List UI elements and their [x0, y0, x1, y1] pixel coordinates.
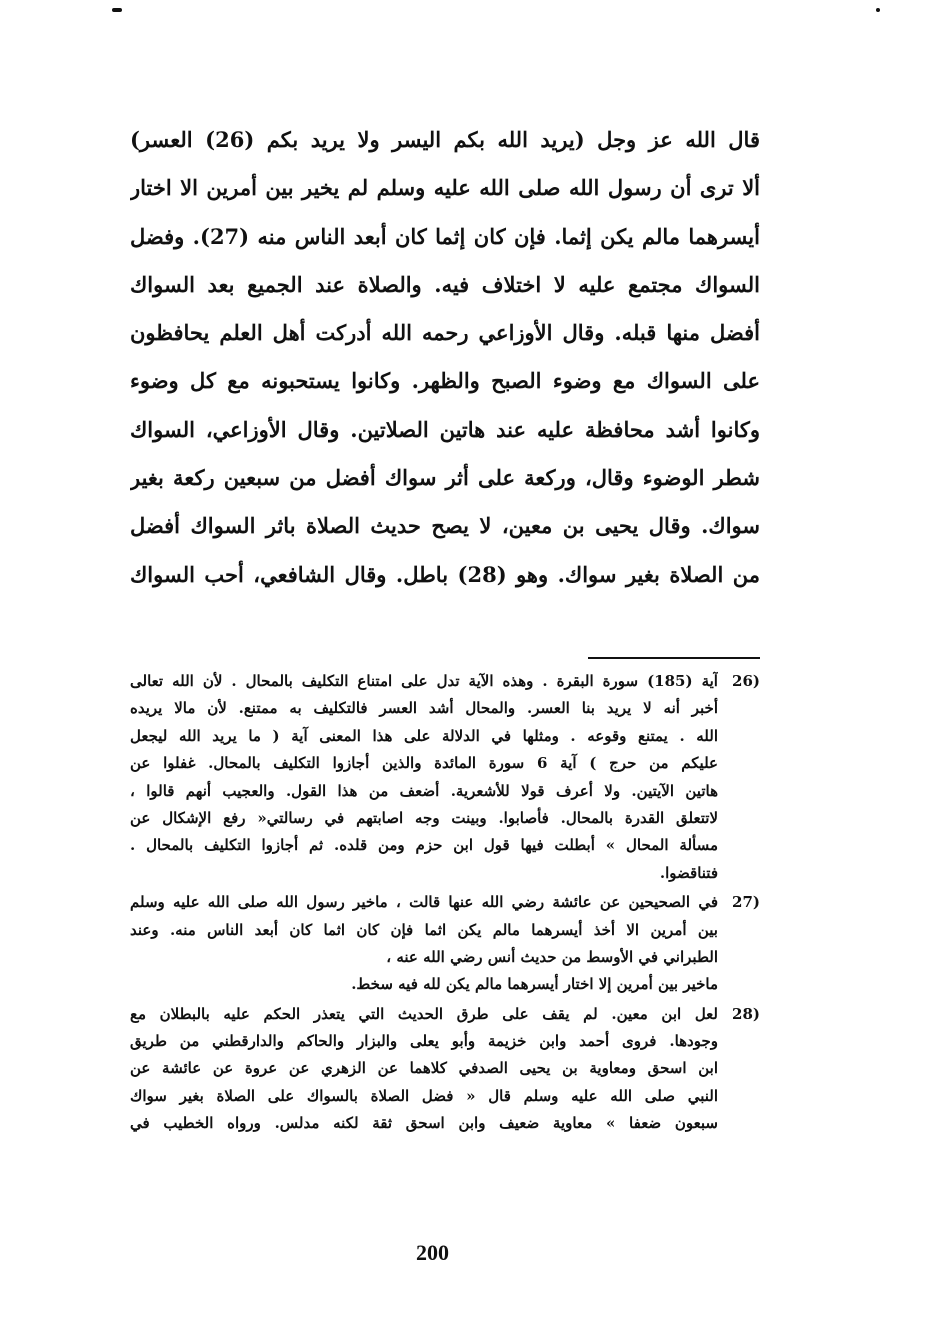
footnote-separator [588, 657, 760, 659]
footnote-26 [130, 668, 760, 887]
footnote-line: مسألة المحال » أبطلت فيها قول ابن حزم ومن قلده. ثم أجازوا التكليف بالمحال . [130, 836, 718, 855]
footnote-line: أخبر أنه لا يريد بنا العسر. والمحال أشد العسر فالتكليف به ممتنع. لأن مالا يريده [130, 699, 718, 718]
footnote-number: 26) [732, 672, 760, 690]
main-text-line: أفضل منها قبله. وقال الأوزاعي رحمه الله أدركت أهل العلم يحافظون [130, 320, 760, 346]
footnote-line: النبي صلى الله عليه وسلم قال « فضل الصلاة بالسواك على الصلاة بغير سواك [130, 1086, 718, 1105]
main-text-line: وكانوا أشد محافظة عليه عند هاتين الصلاتين. وقال الأوزاعي، السواك [130, 416, 760, 442]
footnote-number: 27) [732, 893, 760, 912]
footnote-28 [130, 1001, 760, 1138]
footnote-line: لاتتعلق القدرة بالمحال. فأصابوا. وبينت وجه اصابتهم في رسالتي« رفع الإشكال عن [130, 808, 718, 827]
footnote-line: عليكم من حرج ) آية 6 سورة المائدة والذين أجازوا التكليف بالمحال. غفلوا عن [130, 754, 718, 773]
footnote-line: الله . يمتنع وقوعه . ومثلها في الدلالة على هذا المعنى آية ( ما يريد الله ليجعل [130, 726, 718, 745]
main-text-line: أيسرهما مالم يكن إثما. فإن كان إثما كان أبعد الناس منه (27). وفضل [130, 223, 760, 249]
footnote-line: في الصحيحين عن عائشة رضي الله عنها قالت ، ماخير رسول الله صلى الله عليه وسلم [130, 893, 718, 912]
main-text-line: السواك مجتمع عليه لا اختلاف فيه. والصلاة عند الجميع بعد السواك [130, 271, 760, 297]
footnotes-block [130, 668, 760, 1140]
main-text-line: سواك. وقال يحيى بن معين، لا يصح حديث الصلاة باثر السواك أفضل [130, 513, 760, 539]
main-text-block [130, 116, 760, 599]
footnote-line: لعل ابن معين. لم يقف على طرق الحديث التي يتعذر الحكم عليه بالبطلان مع [130, 1004, 718, 1023]
footnote-line: الطبراني في الأوسط من حديث أنس رضي الله عنه ، [386, 947, 718, 966]
footnote-27 [130, 889, 760, 999]
footnote-line: فتناقضوا. [659, 863, 718, 882]
footnote-number: 28) [732, 1004, 760, 1023]
footnote-line: ابن اسحق ومعاوية بن يحيى الصدفي كلاهما عن الزهري عن عروة عن عائشة عن [130, 1059, 718, 1078]
main-text-line: على السواك مع وضوء الصبح والظهر. وكانوا يستحبونه مع كل وضوء [130, 368, 760, 394]
footnote-line: هاتين الآيتين. ولا أعرف قولا للأشعرية. أضعف من هذا القول. والعجيب أنهم قالوا ، [130, 781, 718, 800]
footnote-line: بين أمرين الا أخذ أيسرهما مالم يكن اثما فإن كان اثما كان أبعد الناس منه. وعند [130, 920, 718, 939]
main-text-line: شطر الوضوء وقال، وركعة على أثر سواك أفضل من سبعين ركعة بغير [130, 465, 760, 491]
footnote-line: آية (185) سورة البقرة . وهذه الآية تدل على امتناع التكليف بالمحال . لأن الله تعالى [130, 672, 718, 690]
main-text-line: ألا ترى أن رسول الله صلى الله عليه وسلم لم يخير بين أمرين الا اختار [130, 175, 760, 201]
footnote-line: وجودها. فروى أحمد وابن خزيمة وأبو يعلى والبزار والحاكم والدارقطني من طريق [130, 1032, 718, 1051]
main-text-line: قال الله عز وجل (يريد الله بكم اليسر ولا يريد بكم (26) العسر) [130, 127, 760, 152]
scan-mark-right [876, 8, 880, 12]
main-text-line: من الصلاة بغير سواك. وهو (28) باطل. وقال الشافعي، أحب السواك [130, 561, 760, 587]
page-number: 200 [416, 1240, 449, 1265]
scan-mark-left [112, 8, 122, 12]
footnote-line: ماخير بين أمرين إلا اختار أيسرهما مالم يكن لله فيه سخط. [351, 975, 718, 994]
footnote-line: سبعون ضعفا » معاوية ضعيف وابن اسحق ثقة لكنه مدلس. ورواه الخطيب في [130, 1114, 718, 1133]
